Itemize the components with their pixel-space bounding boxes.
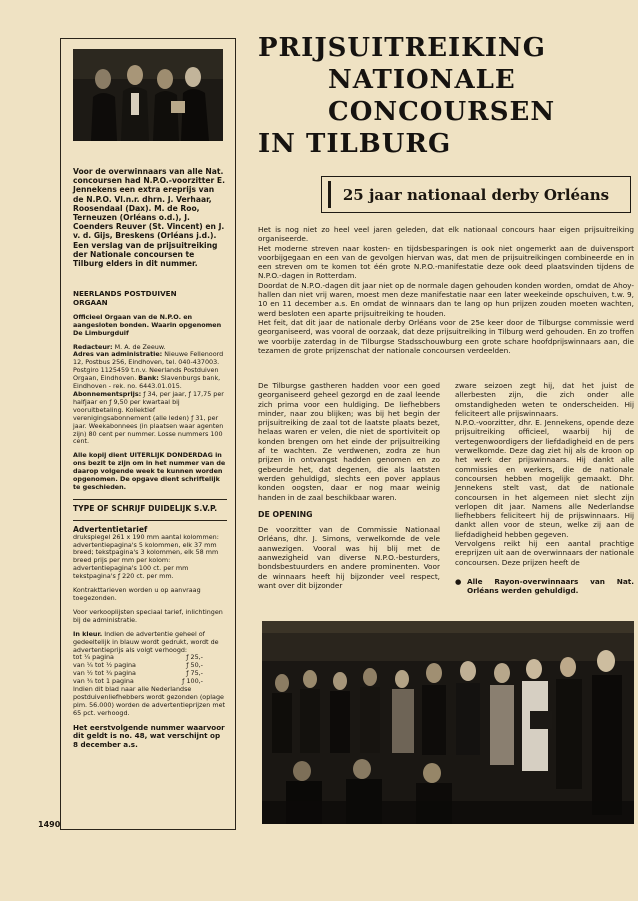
column-2-paragraph: N.P.O.-voorzitter, dhr. E. Jennekens, opende deze prijsuitreiking officieel, waarbij hij de vertegenwoordigers der liefdadigheid en de pers verwelkomde. Deze dag ziet hij als de kroon op het werk der prijswinnaars. Hij dankt alle commissies en werkers, die de nationale concoursen hebben mogelijk gemaakt. Dhr. Jennekens stelt vast, dat de nationale concoursen in het algemeen niet slecht zijn verlopen dit jaar. Namens alle Nederlandse liefhebbers feliciteert hij de prijswinnaars. Hij dankt allen voor de steun, welke zij aan de liefdadigheid hebben gegeven. xyxy=(455,418,634,539)
column-2-paragraph: zware seizoen zegt hij, dat het juist de allerbesten zijn, die zich onder alle omstandigheden weten te onderscheiden. Hij feliciteert alle prijswinnaars. xyxy=(455,381,634,418)
section-heading-opening: DE OPENING xyxy=(258,509,313,519)
subheading-box xyxy=(321,176,631,213)
sales-list-note: Voor verkooplijsten speciaal tarief, inlichtingen bij de administratie. xyxy=(73,607,223,624)
rate-row: tot ¼ pagina ƒ 25,- xyxy=(73,653,203,662)
page-number: 1490 xyxy=(38,820,61,829)
type-clearly-note: TYPE OF SCHRIJF DUIDELIJK S.V.P. xyxy=(73,503,218,513)
ad-rates-text: drukspiegel 261 x 190 mm aantal kolommen: advertentiepagina's 5 kolommen, elk 37 mm breed; tekstpagina's 3 kolommen, elk 58 mm breed prijs per mm per kolom: advertentiepagina's 100 ct. per mm tekstpagina's ƒ 220 ct. per mm. xyxy=(73,532,219,581)
headline-line-3: CONCOURSEN xyxy=(328,97,556,127)
winners-photo-image xyxy=(73,49,223,141)
contract-note: Kontrakttarieven worden u op aanvraag toegezonden. xyxy=(73,586,201,603)
sidebar-column xyxy=(60,38,236,830)
address-block: Adres van administratie: Nieuwe Fellenoord 12, Postbus 256, Eindhoven, tel. 040-437003. Postgiro 1125459 t.n.v. Neerlands Postduiven Orgaan, Eindhoven. Bank: Slavenburgs bank, Eindhoven - rek. no. 6443.01.015. xyxy=(73,350,224,391)
publication-title-line-2: ORGAAN xyxy=(73,298,108,308)
rate-row: van ½ tot ¾ pagina ƒ 75,- xyxy=(73,669,203,678)
column-1-paragraph: De voorzitter van de Commissie Nationaal Orléans, dhr. J. Simons, verwelkomde de vele aanwezigen. Vooral was hij blij met de aanwezigheid van diverse N.P.O.-besturders, bondsbestuurders en andere prominenten. Voor de winnaars heeft hij bijzonder veel respect, want over dit bijzonder xyxy=(258,525,440,590)
intro-paragraph: Doordat de N.P.O.-dagen dit jaar niet op de normale dagen gehouden konden worden, omdat de Ahoy-hallen dan niet vrij waren, moest men deze manifestatie naar een later weekeinde opschuiven, t.w. 9, 10 en 11 december a.s. En omdat de winnaars dan te lang op hun prijzen zouden moeten wachten, werd besloten een aparte prijsuitreiking te houden. xyxy=(258,280,634,318)
color-rate-table xyxy=(73,654,227,686)
copy-deadline-note: Alle kopij dient UITERLIJK DONDERDAG in ons bezit te zijn om in het nummer van de daarop volgende week te kunnen worden opgenomen. De opgave dient schriftelijk te geschieden. xyxy=(73,451,226,491)
column-2-paragraph: Vervolgens reikt hij een aantal prachtige ereprijzen uit aan de overwinnaars der nationale concoursen. Deze prijzen heeft de xyxy=(455,539,634,567)
official-organ-note: Officieel Orgaan van de N.P.O. en aangesloten bonden. Waarin opgenomen De Limburgduif xyxy=(73,312,222,337)
color-surcharge-note: In kleur. Indien de advertentie geheel of gedeeltelijk in blauw wordt gedrukt, wordt de advertentieprijs als volgt verhoogd: xyxy=(73,629,219,654)
headline-line-4: IN TILBURG xyxy=(258,129,452,159)
article-headline xyxy=(258,32,555,160)
rayon-winners-photo-image xyxy=(262,621,634,824)
publication-title-line-1: NEERLANDS POSTDUIVEN xyxy=(73,289,177,299)
rayon-winners-photo xyxy=(262,621,634,824)
winners-photo xyxy=(73,49,223,141)
headline-line-2: NATIONALE xyxy=(328,65,516,95)
photo-caption: Voor de overwinnaars van alle Nat. concoursen had N.P.O.-voorzitter E. Jennekens een extra ereprijs van de N.P.O. Vl.n.r. dhrn. J. Verhaar, Roosendaal (Dax). M. de Roo, Terneuzen (Orléans o.d.), J. Coenders Reuver (St. Vincent) en J. v. d. Gijs, Breskens (Orléans j.d.). Een verslag van de prijsuitreiking der Nationale concoursen te Tilburg elders in dit nummer. xyxy=(73,167,225,269)
article-column-1 xyxy=(258,381,440,590)
intro-paragraph: Het feit, dat dit jaar de nationale derby Orléans voor de 25e keer door de Tilburgse commissie werd georganiseerd, was vooral de oorzaak, dat deze prijsuitreiking in Tilburg werd gehouden. En zo troffen we voorbije zaterdag in de Tilburgse Stadsschouwburg een grote schare hoofdprijswinnaars aan, die tezamen de grote prijzenschat der nationale concoursen verdeelden. xyxy=(258,317,634,355)
editor-line: Redacteur: M. A. de Zeeuw. xyxy=(73,342,166,351)
ad-rates-heading: Advertentietarief xyxy=(73,524,148,534)
next-issue-note: Het eerstvolgende nummer waarvoor dit geldt is no. 48, wat verschijnt op 8 december a.s. xyxy=(73,722,225,749)
column-1-paragraph: De Tilburgse gastheren hadden voor een goed georganiseerd geheel gezorgd en de zaal leende zich prima voor een huldiging. De liefhebbers minder, naar zou blijken; was bij het begin der prijsuitreiking de zaal tot de laatste plaats bezet, helaas waren er velen, die niet de sportiviteit op konden brengen om het einde der prijsuitreiking af te wachten. Ze verdwenen, zodra ze hun prijzen in ontvangst hadden genomen en zo gebeurde het, dat degenen, die als laatsten werden gehuldigd, slechts een pover applaus konden oogsten, daar er nog maar weinig handen in de zaal beschikbaar waren. xyxy=(258,381,440,502)
photo-caption-bullet: ● Alle Rayon-overwinnaars van Nat. Orléans werden gehuldigd. xyxy=(455,576,634,596)
intro-paragraph: Het is nog niet zo heel veel jaren geleden, dat elk nationaal concours haar eigen prijsuitreiking organiseerde. xyxy=(258,225,634,244)
bullet-icon: ● xyxy=(455,576,462,586)
article-column-2 xyxy=(455,381,634,596)
intro-paragraph: Het moderne streven naar kosten- en tijdsbesparingen is ook niet ongemerkt aan de duivensport voorbijgegaan en een van de gevolgen hiervan was, dat men de prijsuitreikingen combineerde en in een streven om te komen tot één grote N.P.O.-manifestatie deze ook deed plaatsvinden tijdens de N.P.O.-dagen in Rotterdam. xyxy=(258,243,634,281)
intro-text xyxy=(258,225,634,355)
distribution-note: Indien dit blad naar alle Nederlandse postduivenliefhebbers wordt gezonden (oplage plm. 56.000) worden de advertentieprijzen met 65 pct. verhoogd. xyxy=(73,685,226,717)
subscription-block: Abonnementsprijs: ƒ 34, per jaar, ƒ 17,75 per halfjaar en ƒ 9,50 per kwartaal bij vooruitbetaling. Kollektief verenigingsabonnement (alle leden) ƒ 31, per jaar. Weekabonnees (in plaatsen waar agenten zijn) 80 cent per nummer. Losse nummers 100 cent. xyxy=(73,389,224,446)
rate-row: van ¼ tot ½ pagina ƒ 50,- xyxy=(73,661,203,670)
publication-title xyxy=(73,290,227,308)
rate-row: van ¾ tot 1 pagina ƒ 100,- xyxy=(73,677,203,686)
subheading: 25 jaar nationaal derby Orléans xyxy=(342,185,610,204)
headline-line-1: PRIJSUITREIKING xyxy=(258,33,546,63)
